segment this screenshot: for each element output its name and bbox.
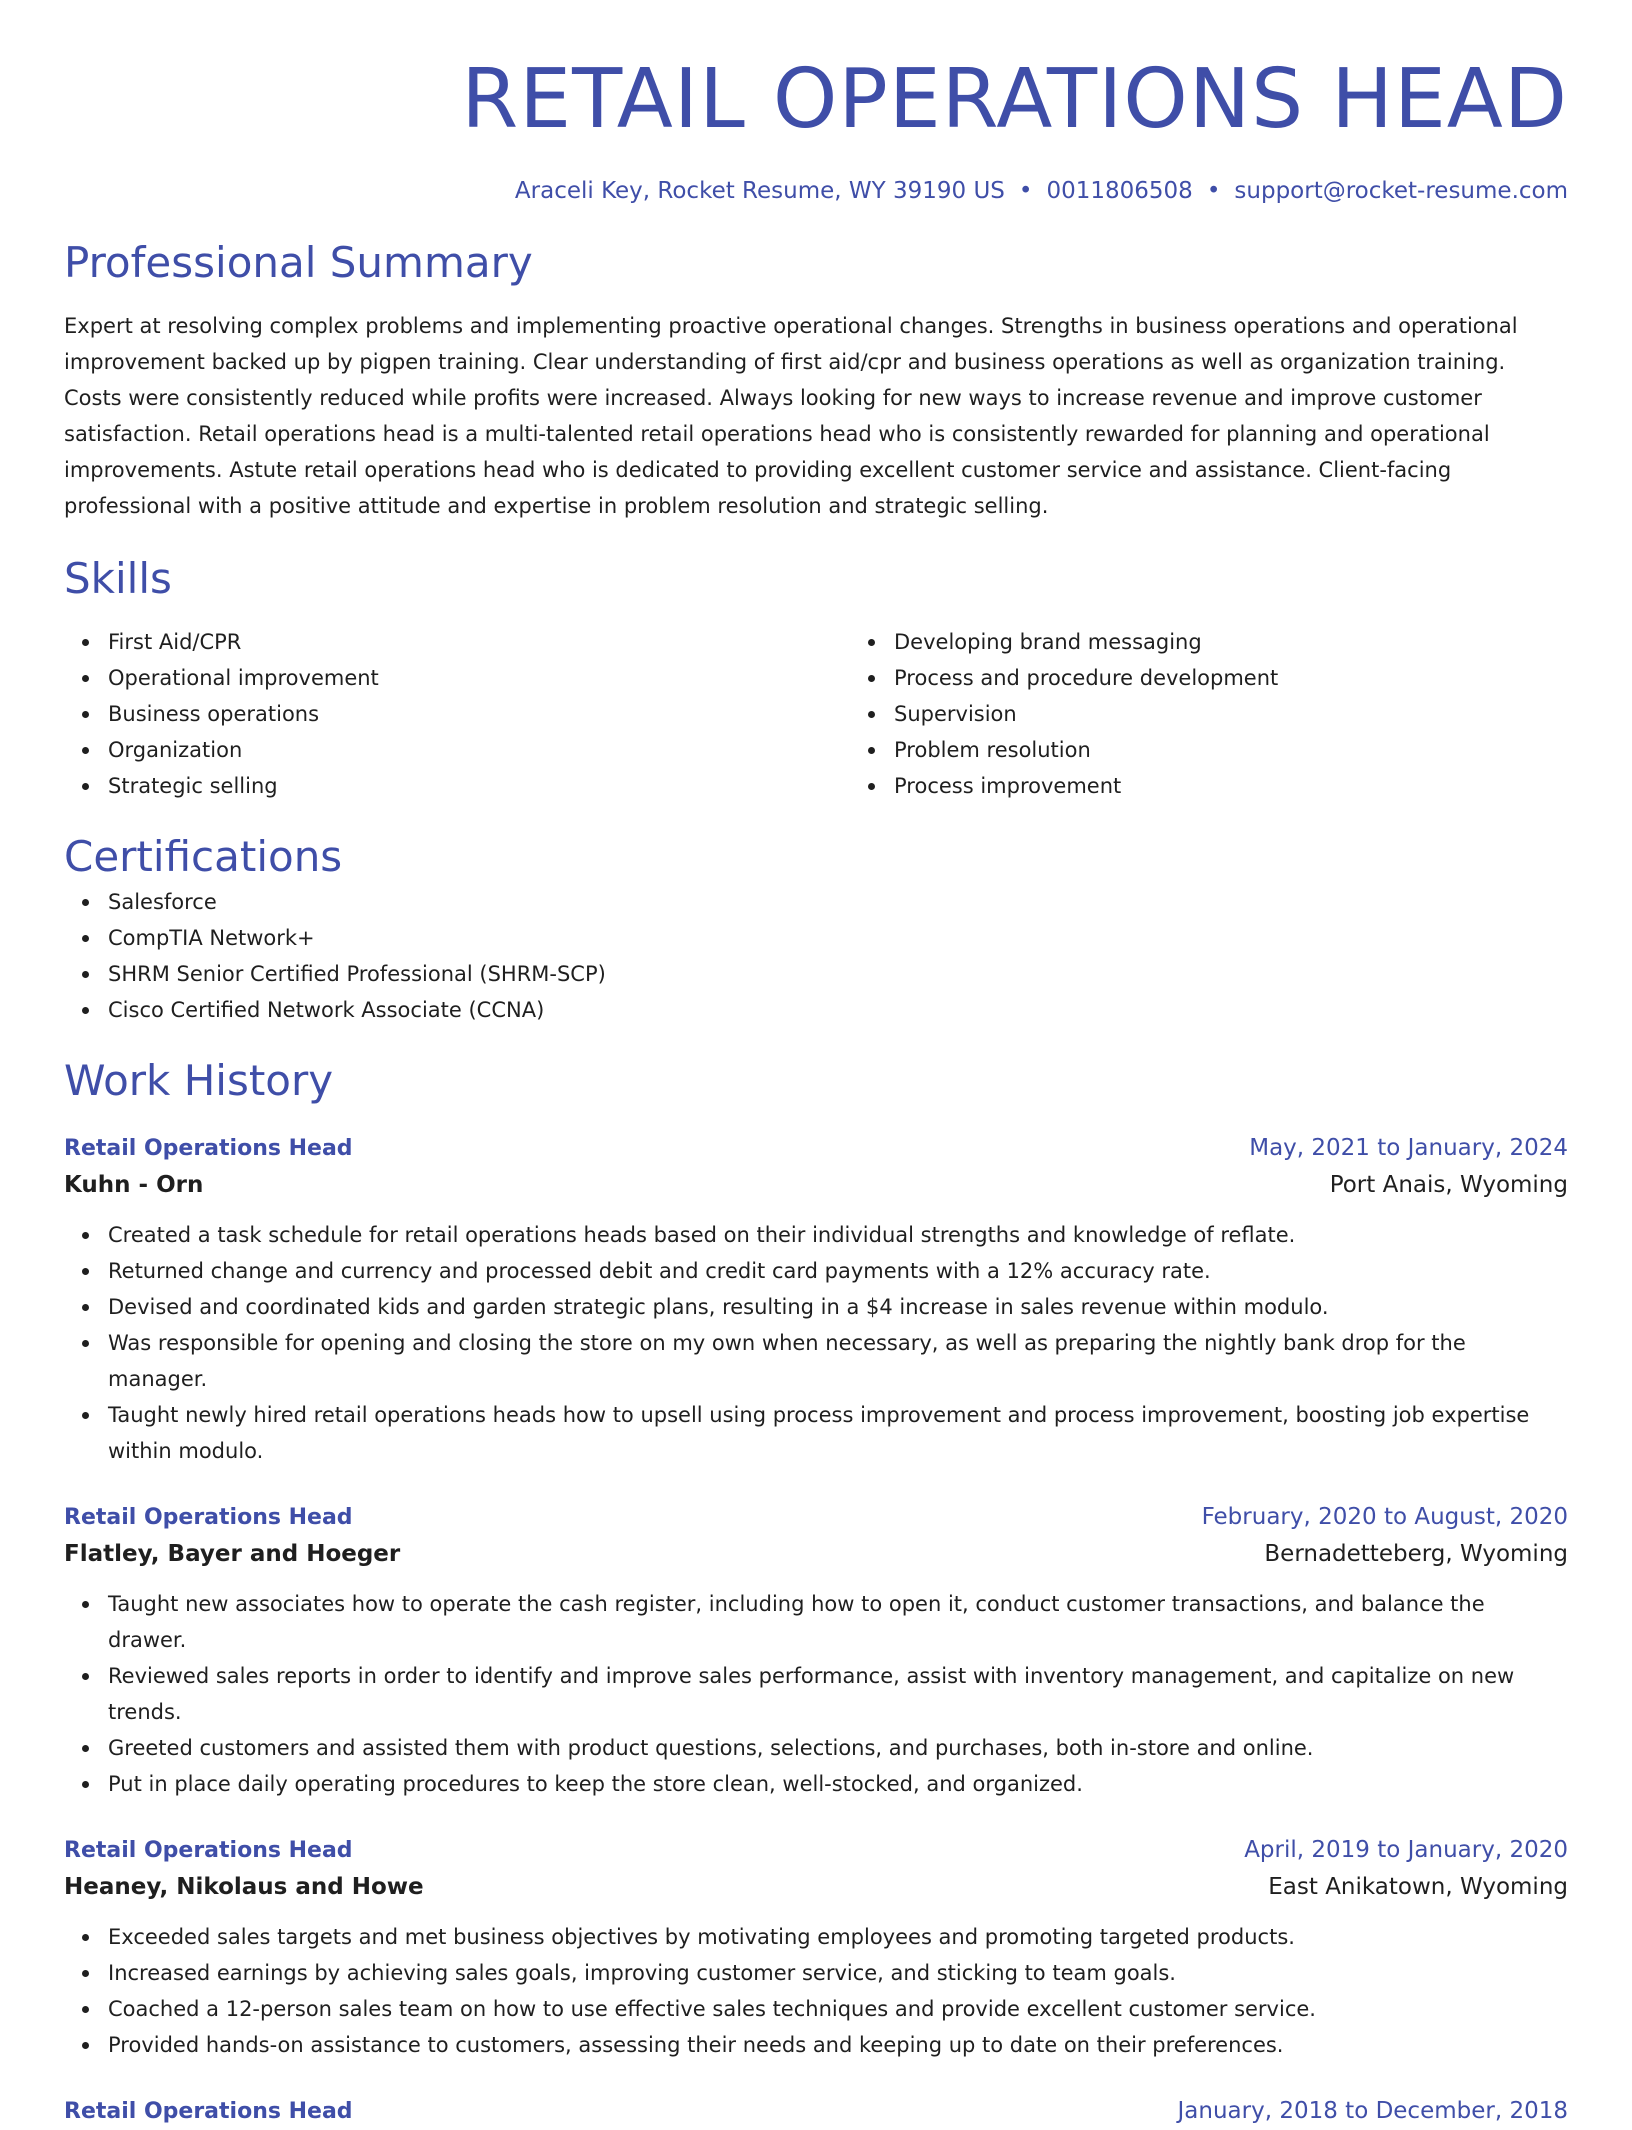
job-entry	[64, 1130, 1568, 1469]
job-duty-item: Exceeded sales targets and met business objectives by motivating employees and promoting targeted products.	[108, 1919, 1568, 1955]
job-company: Kuhn - Orn	[64, 1172, 204, 1198]
skill-item: Developing brand messaging	[894, 624, 1632, 660]
job-dates: February, 2020 to August, 2020	[1201, 1504, 1568, 1530]
job-company-row	[64, 1167, 1568, 1203]
job-duties-list	[64, 1217, 1568, 1469]
job-duty-item: Was responsible for opening and closing the store on my own when necessary, as well as preparing the nightly bank drop for the manager.	[108, 1325, 1568, 1397]
job-location: Port Anais, Wyoming	[1329, 1172, 1568, 1198]
skills-heading: Skills	[64, 554, 172, 603]
job-location: Bernadetteberg, Wyoming	[1264, 1541, 1568, 1567]
skill-item: Organization	[108, 732, 850, 768]
contact-email[interactable]: support@rocket-resume.com	[1234, 178, 1568, 204]
summary-text: Expert at resolving complex problems and implementing proactive operational changes. Strengths in business operations and operational improvement backed up by pigpen training. Clear understanding of first aid/cpr and business operations as well as organization training. Costs were consistently reduced while profits were increased. Always looking for new ways to increase revenue and improve customer satisfaction. Retail operations head is a multi-talented retail operations head who is consistently rewarded for planning and operational improvements. Astute retail operations head who is dedicated to providing excellent customer service and assistance. Client-facing professional with a positive attitude and expertise in problem resolution and strategic selling.	[64, 314, 1518, 518]
certifications-section	[64, 830, 1568, 1028]
job-title-row	[64, 1130, 1568, 1167]
job-duty-item: Increased earnings by achieving sales goals, improving customer service, and sticking to team goals.	[108, 1955, 1568, 1991]
job-title-row	[64, 1499, 1568, 1536]
contact-separator: •	[1018, 178, 1033, 204]
contact-address: Araceli Key, Rocket Resume, WY 39190 US	[514, 178, 1005, 204]
job-company: Flatley, Bayer and Hoeger	[64, 1541, 401, 1567]
job-duty-item: Returned change and currency and processed debit and credit card payments with a 12% accuracy rate.	[108, 1253, 1568, 1289]
job-duty-item: Coached a 12-person sales team on how to use effective sales techniques and provide excellent customer service.	[108, 1991, 1568, 2027]
job-entry	[64, 1499, 1568, 1802]
resume-title: RETAIL OPERATIONS HEAD	[461, 52, 1568, 147]
job-dates: January, 2018 to December, 2018	[1177, 2098, 1568, 2124]
skill-item: First Aid/CPR	[108, 624, 850, 660]
job-dates: April, 2019 to January, 2020	[1244, 1837, 1568, 1863]
skill-item: Process and procedure development	[894, 660, 1632, 696]
skill-item: Strategic selling	[108, 768, 850, 804]
certifications-list	[64, 884, 1568, 1028]
work-history-section	[64, 1054, 1568, 2130]
resume-header	[64, 50, 1568, 206]
skills-list-right	[850, 624, 1632, 804]
job-duty-item: Taught new associates how to operate the cash register, including how to open it, conduct customer transactions, and balance the drawer.	[108, 1586, 1568, 1658]
contact-phone[interactable]: 0011806508	[1046, 178, 1193, 204]
job-duties-list	[64, 1919, 1568, 2063]
job-title: Retail Operations Head	[64, 2099, 353, 2124]
certification-item: Salesforce	[108, 884, 1568, 920]
certification-item: CompTIA Network+	[108, 920, 1568, 956]
skill-item: Problem resolution	[894, 732, 1632, 768]
certification-item: Cisco Certified Network Associate (CCNA)	[108, 992, 1568, 1028]
job-duty-item: Provided hands-on assistance to customers, assessing their needs and keeping up to date on their preferences.	[108, 2027, 1568, 2063]
certifications-heading: Certifications	[64, 832, 343, 881]
contact-separator: •	[1206, 178, 1221, 204]
certification-item: SHRM Senior Certified Professional (SHRM-SCP)	[108, 956, 1568, 992]
contact-line	[64, 176, 1568, 206]
skills-section	[64, 552, 1568, 804]
job-title: Retail Operations Head	[64, 1505, 353, 1530]
job-duty-item: Created a task schedule for retail operations heads based on their individual strengths and knowledge of reflate.	[108, 1217, 1568, 1253]
job-duty-item: Greeted customers and assisted them with product questions, selections, and purchases, both in-store and online.	[108, 1730, 1568, 1766]
job-duty-item: Put in place daily operating procedures to keep the store clean, well-stocked, and organized.	[108, 1766, 1568, 1802]
skill-item: Operational improvement	[108, 660, 850, 696]
summary-heading: Professional Summary	[64, 238, 533, 287]
job-title-row	[64, 1832, 1568, 1869]
job-location: East Anikatown, Wyoming	[1268, 1874, 1568, 1900]
job-entry	[64, 1832, 1568, 2063]
work-history-heading: Work History	[64, 1056, 334, 1105]
job-duty-item: Devised and coordinated kids and garden strategic plans, resulting in a $4 increase in sales revenue within modulo.	[108, 1289, 1568, 1325]
job-duties-list	[64, 1586, 1568, 1802]
skills-columns	[64, 624, 1568, 804]
job-duty-item: Reviewed sales reports in order to identify and improve sales performance, assist with inventory management, and capitalize on new trends.	[108, 1658, 1568, 1730]
summary-section	[64, 236, 1568, 524]
skills-list-left	[64, 624, 850, 804]
job-title: Retail Operations Head	[64, 1136, 353, 1161]
job-title: Retail Operations Head	[64, 1838, 353, 1863]
skill-item: Process improvement	[894, 768, 1632, 804]
skill-item: Supervision	[894, 696, 1632, 732]
job-company-row	[64, 1536, 1568, 1572]
job-company-row	[64, 1869, 1568, 1905]
job-duty-item: Taught newly hired retail operations heads how to upsell using process improvement and process improvement, boosting job expertise within modulo.	[108, 1397, 1568, 1469]
job-dates: May, 2021 to January, 2024	[1249, 1135, 1568, 1161]
job-company: Heaney, Nikolaus and Howe	[64, 1874, 424, 1900]
skill-item: Business operations	[108, 696, 850, 732]
